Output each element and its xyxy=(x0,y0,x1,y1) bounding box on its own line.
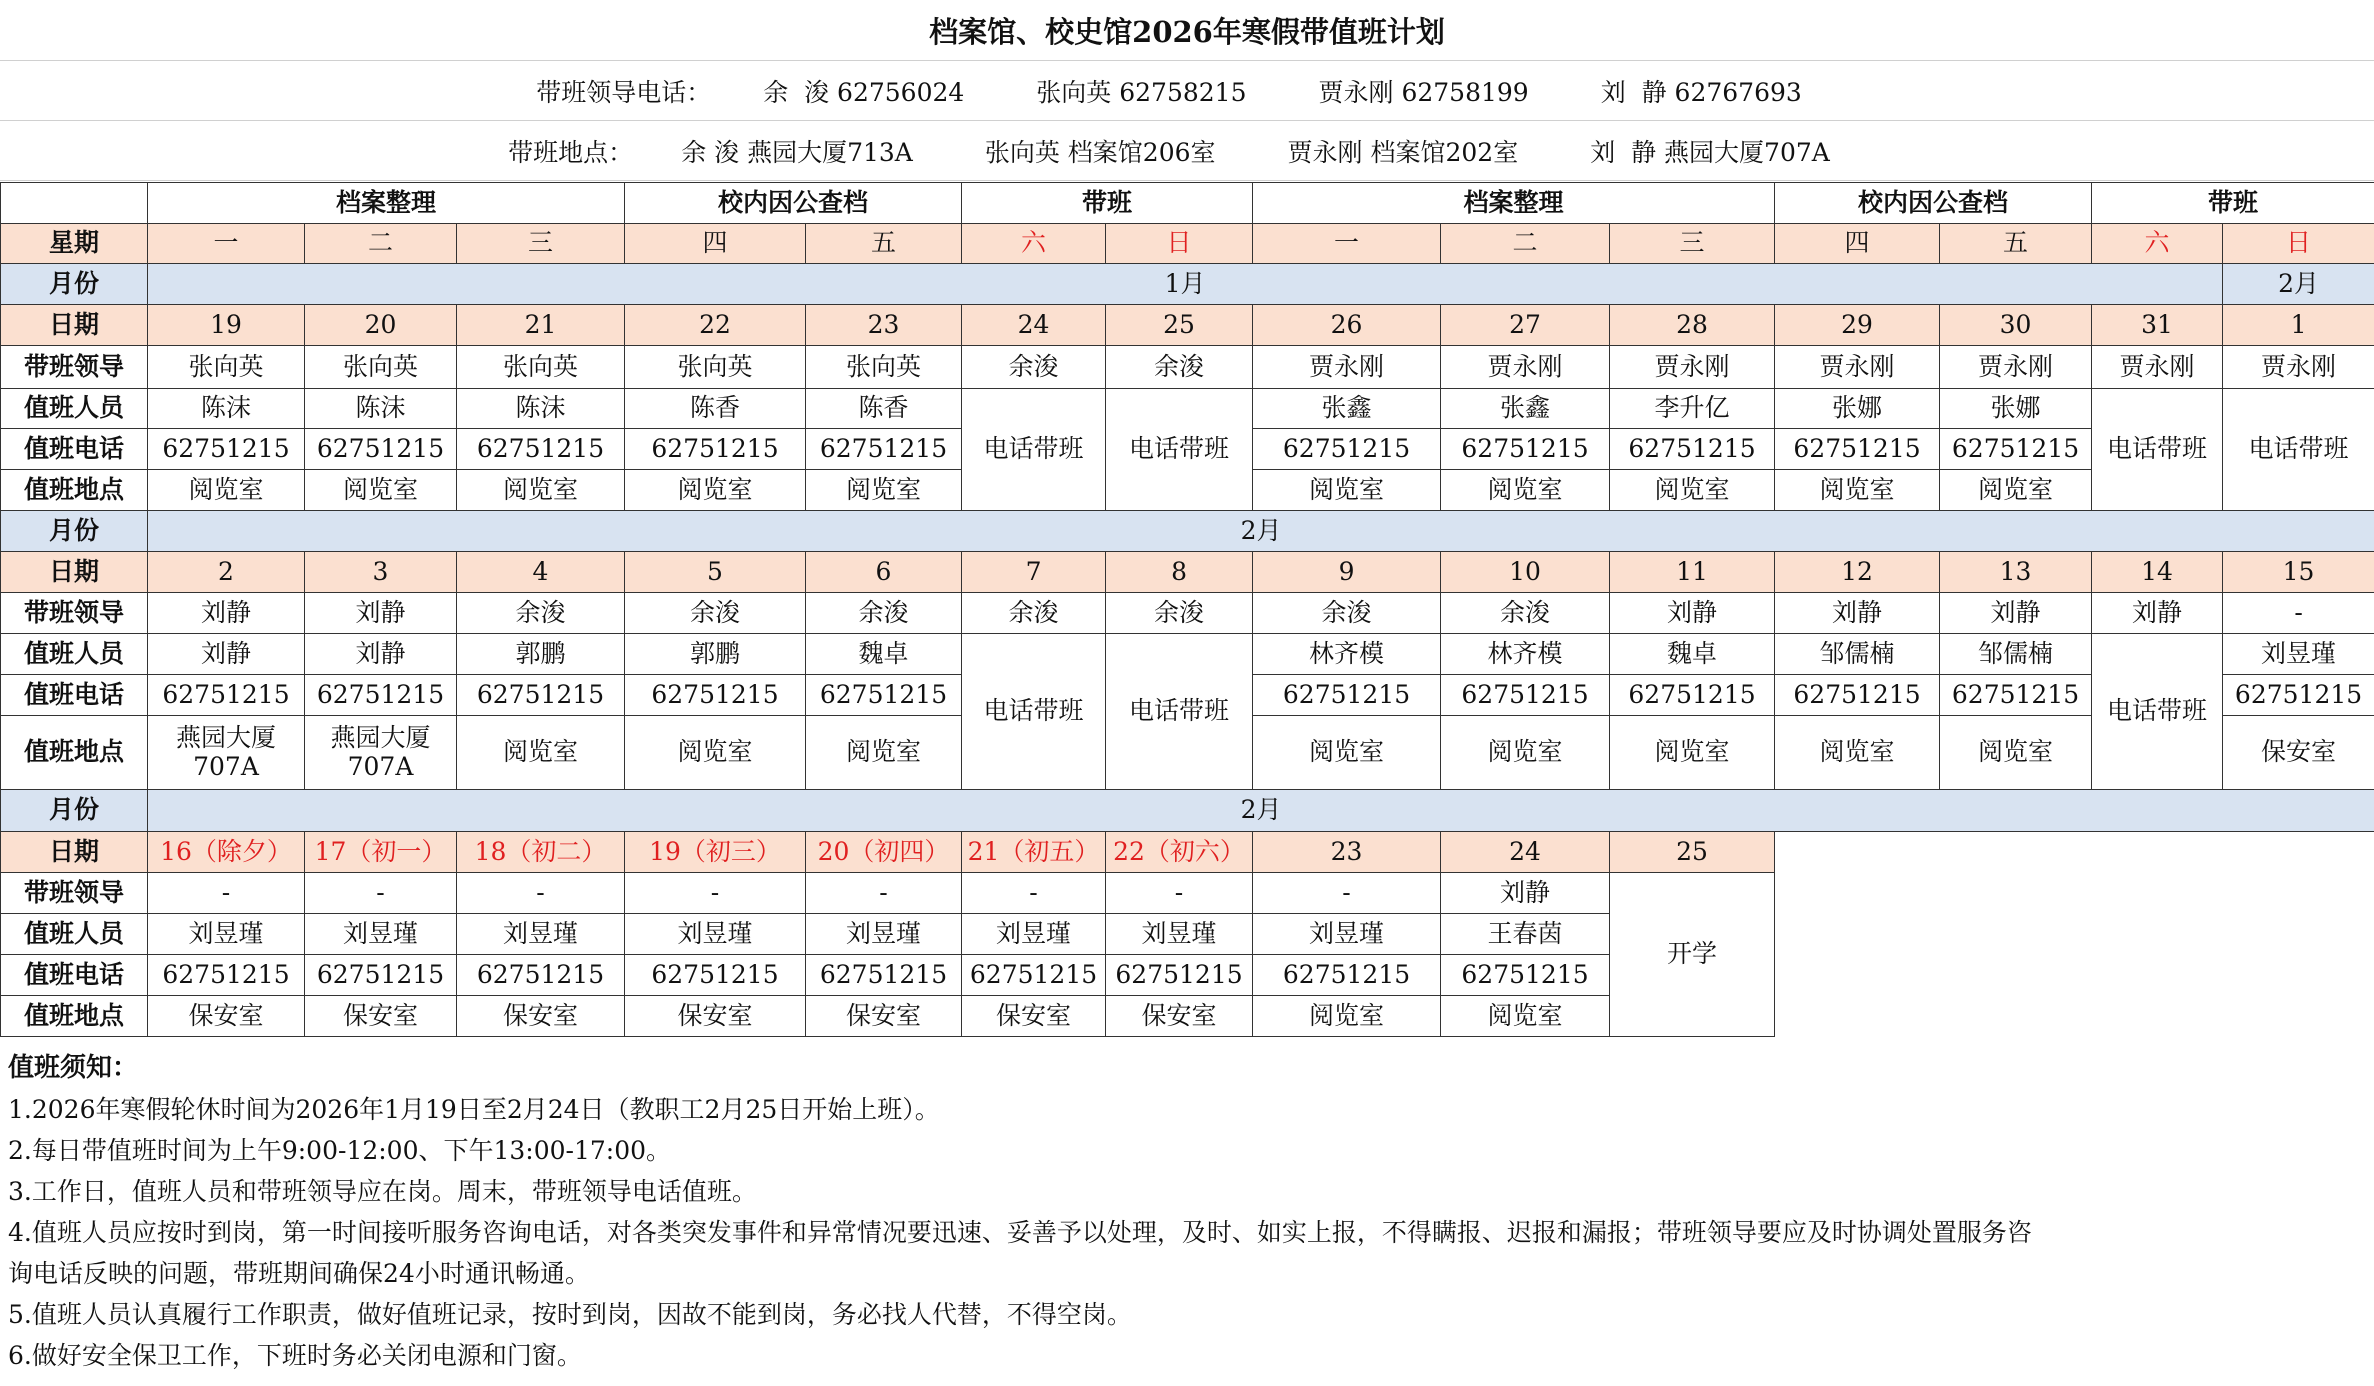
phone-cell: 62751215 xyxy=(1610,429,1775,470)
duty-notes-heading: 值班须知： xyxy=(8,1053,139,1083)
date-cell: 12 xyxy=(1775,552,1940,593)
blank-cell xyxy=(2092,873,2223,914)
leader-phone-item: 张向英 62758215 xyxy=(1036,77,1247,107)
staff-cell: 林齐模 xyxy=(1441,634,1610,675)
location-cell: 阅览室 xyxy=(625,470,806,511)
month-label: 月份 xyxy=(1,511,148,552)
weekday-cell: 三 xyxy=(457,224,625,264)
leader-cell: 刘静 xyxy=(148,593,305,634)
duty-notes xyxy=(8,1048,2358,1376)
phone-cell: 62751215 xyxy=(625,675,806,716)
staff-cell: 陈沫 xyxy=(148,389,305,429)
weekday-label: 星期 xyxy=(1,224,148,264)
phone-cell: 62751215 xyxy=(1253,429,1441,470)
month-cell: 2月 xyxy=(148,790,2374,832)
date-cell: 8 xyxy=(1106,552,1253,593)
date-cell: 18（初二） xyxy=(457,832,625,873)
leader-cell: 余浚 xyxy=(1253,593,1441,634)
date-cell: 16（除夕） xyxy=(148,832,305,873)
blank-cell xyxy=(1775,832,1940,873)
staff-cell: 陈沫 xyxy=(457,389,625,429)
phone-cell: 62751215 xyxy=(1940,429,2092,470)
date-cell: 14 xyxy=(2092,552,2223,593)
location-cell: 阅览室 xyxy=(1940,470,2092,511)
phone-duty-cell: 电话带班 xyxy=(1106,389,1253,511)
leader-cell: - xyxy=(962,873,1106,914)
leader-cell: - xyxy=(806,873,962,914)
location-label: 值班地点 xyxy=(1,470,148,511)
leader-cell: 刘静 xyxy=(1775,593,1940,634)
date-cell: 24 xyxy=(962,305,1106,346)
phone-duty-cell: 电话带班 xyxy=(1106,634,1253,790)
group-header: 带班 xyxy=(962,183,1253,224)
phone-cell: 62751215 xyxy=(1253,955,1441,996)
date-cell: 24 xyxy=(1441,832,1610,873)
blank-cell xyxy=(1940,955,2092,996)
leader-location-item: 余 浚 燕园大厦713A xyxy=(681,137,913,167)
month-cell: 2月 xyxy=(148,511,2374,552)
phone-cell: 62751215 xyxy=(1775,429,1940,470)
blank-cell xyxy=(2092,955,2223,996)
blank-cell xyxy=(2092,996,2223,1037)
location-cell: 阅览室 xyxy=(457,716,625,790)
location-cell: 保安室 xyxy=(148,996,305,1037)
leader-phone-item: 刘 静 62767693 xyxy=(1600,77,1802,107)
leader-label: 带班领导 xyxy=(1,593,148,634)
weekday-cell: 日 xyxy=(1106,224,1253,264)
date-cell: 22（初六） xyxy=(1106,832,1253,873)
leader-location-item: 贾永刚 档案馆202室 xyxy=(1287,137,1519,167)
leader-cell: - xyxy=(457,873,625,914)
leader-cell: 张向英 xyxy=(806,346,962,389)
staff-cell: 张娜 xyxy=(1940,389,2092,429)
leader-location-item: 张向英 档案馆206室 xyxy=(984,137,1216,167)
phone-cell: 62751215 xyxy=(1940,675,2092,716)
phone-label: 值班电话 xyxy=(1,675,148,716)
location-cell: 阅览室 xyxy=(1253,716,1441,790)
staff-cell: 邹儒楠 xyxy=(1775,634,1940,675)
weekday-cell: 四 xyxy=(1775,224,1940,264)
weekday-cell: 一 xyxy=(148,224,305,264)
date-cell: 22 xyxy=(625,305,806,346)
location-cell: 保安室 xyxy=(2223,716,2374,790)
blank-cell xyxy=(1940,996,2092,1037)
staff-cell: 李升亿 xyxy=(1610,389,1775,429)
staff-label: 值班人员 xyxy=(1,914,148,955)
date-cell: 27 xyxy=(1441,305,1610,346)
leader-cell: 余浚 xyxy=(1441,593,1610,634)
leader-cell: 余浚 xyxy=(962,593,1106,634)
phone-cell: 62751215 xyxy=(457,675,625,716)
location-cell: 阅览室 xyxy=(457,470,625,511)
phone-cell: 62751215 xyxy=(1441,675,1610,716)
location-cell: 阅览室 xyxy=(1775,716,1940,790)
leader-cell: 贾永刚 xyxy=(1441,346,1610,389)
staff-cell: 林齐模 xyxy=(1253,634,1441,675)
leader-cell: 刘静 xyxy=(305,593,457,634)
leader-cell: - xyxy=(2223,593,2374,634)
staff-cell: 邹儒楠 xyxy=(1940,634,2092,675)
staff-cell: 张鑫 xyxy=(1253,389,1441,429)
location-cell: 保安室 xyxy=(457,996,625,1037)
location-cell: 保安室 xyxy=(305,996,457,1037)
leader-phone-item: 余 浚 62756024 xyxy=(763,77,965,107)
phone-cell: 62751215 xyxy=(806,675,962,716)
weekday-cell: 五 xyxy=(1940,224,2092,264)
leader-cell: - xyxy=(305,873,457,914)
staff-cell: 王春茵 xyxy=(1441,914,1610,955)
location-cell: 阅览室 xyxy=(148,470,305,511)
staff-cell: 陈沫 xyxy=(305,389,457,429)
blank-cell xyxy=(2223,832,2374,873)
duty-note-line: 2.每日带值班时间为上午9:00-12:00、下午13:00-17:00。 xyxy=(8,1136,672,1165)
leader-cell: 贾永刚 xyxy=(1610,346,1775,389)
staff-cell: 刘静 xyxy=(305,634,457,675)
staff-label: 值班人员 xyxy=(1,634,148,675)
phone-cell: 62751215 xyxy=(962,955,1106,996)
date-cell: 25 xyxy=(1610,832,1775,873)
date-cell: 11 xyxy=(1610,552,1775,593)
date-cell: 15 xyxy=(2223,552,2374,593)
location-cell: 保安室 xyxy=(1106,996,1253,1037)
date-cell: 5 xyxy=(625,552,806,593)
duty-note-line: 5.值班人员认真履行工作职责，做好值班记录，按时到岗，因故不能到岗，务必找人代替，不得空岗。 xyxy=(8,1300,1132,1329)
date-cell: 17（初一） xyxy=(305,832,457,873)
leader-cell: 贾永刚 xyxy=(2092,346,2223,389)
phone-cell: 62751215 xyxy=(806,955,962,996)
group-header: 档案整理 xyxy=(148,183,625,224)
weekday-cell: 日 xyxy=(2223,224,2374,264)
phone-cell: 62751215 xyxy=(305,955,457,996)
date-cell: 9 xyxy=(1253,552,1441,593)
date-cell: 19（初三） xyxy=(625,832,806,873)
leader-cell: 余浚 xyxy=(625,593,806,634)
location-cell: 保安室 xyxy=(962,996,1106,1037)
duty-note-line: 6.做好安全保卫工作，下班时务必关闭电源和门窗。 xyxy=(8,1341,582,1370)
phone-duty-cell: 电话带班 xyxy=(962,389,1106,511)
date-cell: 10 xyxy=(1441,552,1610,593)
staff-cell: 刘昱瑾 xyxy=(806,914,962,955)
group-header: 校内因公查档 xyxy=(625,183,962,224)
location-cell: 阅览室 xyxy=(1253,996,1441,1037)
phone-duty-cell: 电话带班 xyxy=(2092,634,2223,790)
leader-cell: 余浚 xyxy=(962,346,1106,389)
leader-label: 带班领导 xyxy=(1,873,148,914)
phone-cell: 62751215 xyxy=(148,955,305,996)
date-cell: 25 xyxy=(1106,305,1253,346)
duty-schedule-table xyxy=(0,182,2374,1037)
location-cell: 阅览室 xyxy=(1441,996,1610,1037)
leader-cell: 张向英 xyxy=(148,346,305,389)
date-label: 日期 xyxy=(1,305,148,346)
leader-cell: 余浚 xyxy=(1106,593,1253,634)
leader-cell: - xyxy=(1106,873,1253,914)
staff-cell: 刘昱瑾 xyxy=(305,914,457,955)
leader-cell: 贾永刚 xyxy=(1940,346,2092,389)
staff-cell: 刘昱瑾 xyxy=(962,914,1106,955)
leader-location-label: 带班地点： xyxy=(508,137,634,167)
date-cell: 21（初五） xyxy=(962,832,1106,873)
location-cell: 阅览室 xyxy=(625,716,806,790)
duty-note-line: 4.值班人员应按时到岗，第一时间接听服务咨询电话，对各类突发事件和异常情况要迅速、妥善予以处理，及时、如实上报，不得瞒报、迟报和漏报；带班领导要应及时协调处置服务咨 xyxy=(8,1218,2032,1247)
leader-phone-label: 带班领导电话： xyxy=(536,77,712,107)
phone-cell: 62751215 xyxy=(1441,955,1610,996)
blank-cell xyxy=(1775,955,1940,996)
date-cell: 21 xyxy=(457,305,625,346)
school-start-cell: 开学 xyxy=(1610,873,1775,1037)
date-cell: 1 xyxy=(2223,305,2374,346)
leader-cell: 张向英 xyxy=(305,346,457,389)
duty-note-line: 3.工作日，值班人员和带班领导应在岗。周末，带班领导电话值班。 xyxy=(8,1177,757,1206)
date-cell: 3 xyxy=(305,552,457,593)
phone-cell: 62751215 xyxy=(305,429,457,470)
staff-cell: 刘昱瑾 xyxy=(1253,914,1441,955)
location-cell: 阅览室 xyxy=(1253,470,1441,511)
blank-cell xyxy=(1775,914,1940,955)
leader-cell: - xyxy=(1253,873,1441,914)
phone-cell: 62751215 xyxy=(1775,675,1940,716)
staff-cell: 刘昱瑾 xyxy=(2223,634,2374,675)
leader-location-item: 刘 静 燕园大厦707A xyxy=(1590,137,1830,167)
staff-cell: 魏卓 xyxy=(1610,634,1775,675)
leader-cell: 刘静 xyxy=(1610,593,1775,634)
date-cell: 6 xyxy=(806,552,962,593)
leader-phone-row xyxy=(0,61,2374,121)
page-title: 档案馆、校史馆2026年寒假带值班计划 xyxy=(0,0,2374,61)
group-header: 档案整理 xyxy=(1253,183,1775,224)
leader-cell: 贾永刚 xyxy=(1775,346,1940,389)
date-cell: 23 xyxy=(1253,832,1441,873)
staff-cell: 郭鹏 xyxy=(625,634,806,675)
location-cell: 阅览室 xyxy=(806,470,962,511)
phone-cell: 62751215 xyxy=(625,955,806,996)
month-cell: 2月 xyxy=(2223,264,2374,305)
leader-phone-item: 贾永刚 62758199 xyxy=(1318,77,1529,107)
phone-cell: 62751215 xyxy=(457,955,625,996)
weekday-cell: 六 xyxy=(2092,224,2223,264)
group-header xyxy=(1,183,148,224)
location-cell: 阅览室 xyxy=(305,470,457,511)
weekday-cell: 三 xyxy=(1610,224,1775,264)
staff-cell: 魏卓 xyxy=(806,634,962,675)
leader-label: 带班领导 xyxy=(1,346,148,389)
blank-cell xyxy=(2223,914,2374,955)
leader-cell: - xyxy=(148,873,305,914)
date-cell: 31 xyxy=(2092,305,2223,346)
date-cell: 29 xyxy=(1775,305,1940,346)
location-cell: 阅览室 xyxy=(1610,716,1775,790)
phone-cell: 62751215 xyxy=(305,675,457,716)
leader-cell: 张向英 xyxy=(457,346,625,389)
phone-cell: 62751215 xyxy=(148,429,305,470)
location-cell: 阅览室 xyxy=(1610,470,1775,511)
staff-cell: 陈香 xyxy=(625,389,806,429)
phone-cell: 62751215 xyxy=(1610,675,1775,716)
staff-cell: 刘昱瑾 xyxy=(457,914,625,955)
leader-cell: 余浚 xyxy=(1106,346,1253,389)
date-cell: 20（初四） xyxy=(806,832,962,873)
duty-note-line: 询电话反映的问题，带班期间确保24小时通讯畅通。 xyxy=(8,1259,590,1288)
month-label: 月份 xyxy=(1,264,148,305)
phone-cell: 62751215 xyxy=(148,675,305,716)
date-cell: 2 xyxy=(148,552,305,593)
phone-cell: 62751215 xyxy=(457,429,625,470)
location-cell: 燕园大厦 707A xyxy=(305,716,457,790)
phone-label: 值班电话 xyxy=(1,955,148,996)
phone-label: 值班电话 xyxy=(1,429,148,470)
date-cell: 26 xyxy=(1253,305,1441,346)
date-cell: 13 xyxy=(1940,552,2092,593)
staff-cell: 张鑫 xyxy=(1441,389,1610,429)
leader-cell: 刘静 xyxy=(1940,593,2092,634)
staff-cell: 刘昱瑾 xyxy=(625,914,806,955)
blank-cell xyxy=(1775,873,1940,914)
location-cell: 阅览室 xyxy=(1775,470,1940,511)
group-header: 校内因公查档 xyxy=(1775,183,2092,224)
staff-cell: 郭鹏 xyxy=(457,634,625,675)
date-cell: 28 xyxy=(1610,305,1775,346)
month-cell: 1月 xyxy=(148,264,2223,305)
weekday-cell: 四 xyxy=(625,224,806,264)
blank-cell xyxy=(2092,914,2223,955)
leader-cell: 刘静 xyxy=(2092,593,2223,634)
weekday-cell: 二 xyxy=(305,224,457,264)
location-label: 值班地点 xyxy=(1,716,148,790)
phone-duty-cell: 电话带班 xyxy=(962,634,1106,790)
location-cell: 阅览室 xyxy=(806,716,962,790)
location-cell: 保安室 xyxy=(806,996,962,1037)
location-cell: 燕园大厦 707A xyxy=(148,716,305,790)
location-label: 值班地点 xyxy=(1,996,148,1037)
weekday-cell: 六 xyxy=(962,224,1106,264)
date-label: 日期 xyxy=(1,552,148,593)
phone-cell: 62751215 xyxy=(625,429,806,470)
blank-cell xyxy=(2223,873,2374,914)
phone-cell: 62751215 xyxy=(1441,429,1610,470)
phone-cell: 62751215 xyxy=(806,429,962,470)
date-cell: 4 xyxy=(457,552,625,593)
phone-duty-cell: 电话带班 xyxy=(2092,389,2223,511)
staff-cell: 刘静 xyxy=(148,634,305,675)
date-cell: 30 xyxy=(1940,305,2092,346)
phone-cell: 62751215 xyxy=(2223,675,2374,716)
staff-cell: 陈香 xyxy=(806,389,962,429)
phone-cell: 62751215 xyxy=(1106,955,1253,996)
weekday-cell: 五 xyxy=(806,224,962,264)
phone-duty-cell: 电话带班 xyxy=(2223,389,2374,511)
blank-cell xyxy=(1940,914,2092,955)
date-cell: 23 xyxy=(806,305,962,346)
date-cell: 20 xyxy=(305,305,457,346)
group-header: 带班 xyxy=(2092,183,2374,224)
blank-cell xyxy=(2223,955,2374,996)
weekday-cell: 二 xyxy=(1441,224,1610,264)
blank-cell xyxy=(1940,832,2092,873)
blank-cell xyxy=(2223,996,2374,1037)
location-cell: 阅览室 xyxy=(1940,716,2092,790)
weekday-cell: 一 xyxy=(1253,224,1441,264)
blank-cell xyxy=(1940,873,2092,914)
date-cell: 19 xyxy=(148,305,305,346)
location-cell: 保安室 xyxy=(625,996,806,1037)
date-cell: 7 xyxy=(962,552,1106,593)
location-cell: 阅览室 xyxy=(1441,470,1610,511)
month-label: 月份 xyxy=(1,790,148,832)
phone-cell: 62751215 xyxy=(1253,675,1441,716)
leader-cell: 刘静 xyxy=(1441,873,1610,914)
blank-cell xyxy=(1775,996,1940,1037)
staff-cell: 张娜 xyxy=(1775,389,1940,429)
duty-note-line: 1.2026年寒假轮休时间为2026年1月19日至2月24日（教职工2月25日开始上班）。 xyxy=(8,1095,940,1124)
blank-cell xyxy=(2092,832,2223,873)
leader-cell: - xyxy=(625,873,806,914)
leader-cell: 张向英 xyxy=(625,346,806,389)
leader-cell: 余浚 xyxy=(806,593,962,634)
leader-cell: 贾永刚 xyxy=(2223,346,2374,389)
staff-cell: 刘昱瑾 xyxy=(148,914,305,955)
leader-location-row xyxy=(0,121,2374,181)
date-label: 日期 xyxy=(1,832,148,873)
staff-label: 值班人员 xyxy=(1,389,148,429)
location-cell: 阅览室 xyxy=(1441,716,1610,790)
staff-cell: 刘昱瑾 xyxy=(1106,914,1253,955)
leader-cell: 贾永刚 xyxy=(1253,346,1441,389)
leader-cell: 余浚 xyxy=(457,593,625,634)
